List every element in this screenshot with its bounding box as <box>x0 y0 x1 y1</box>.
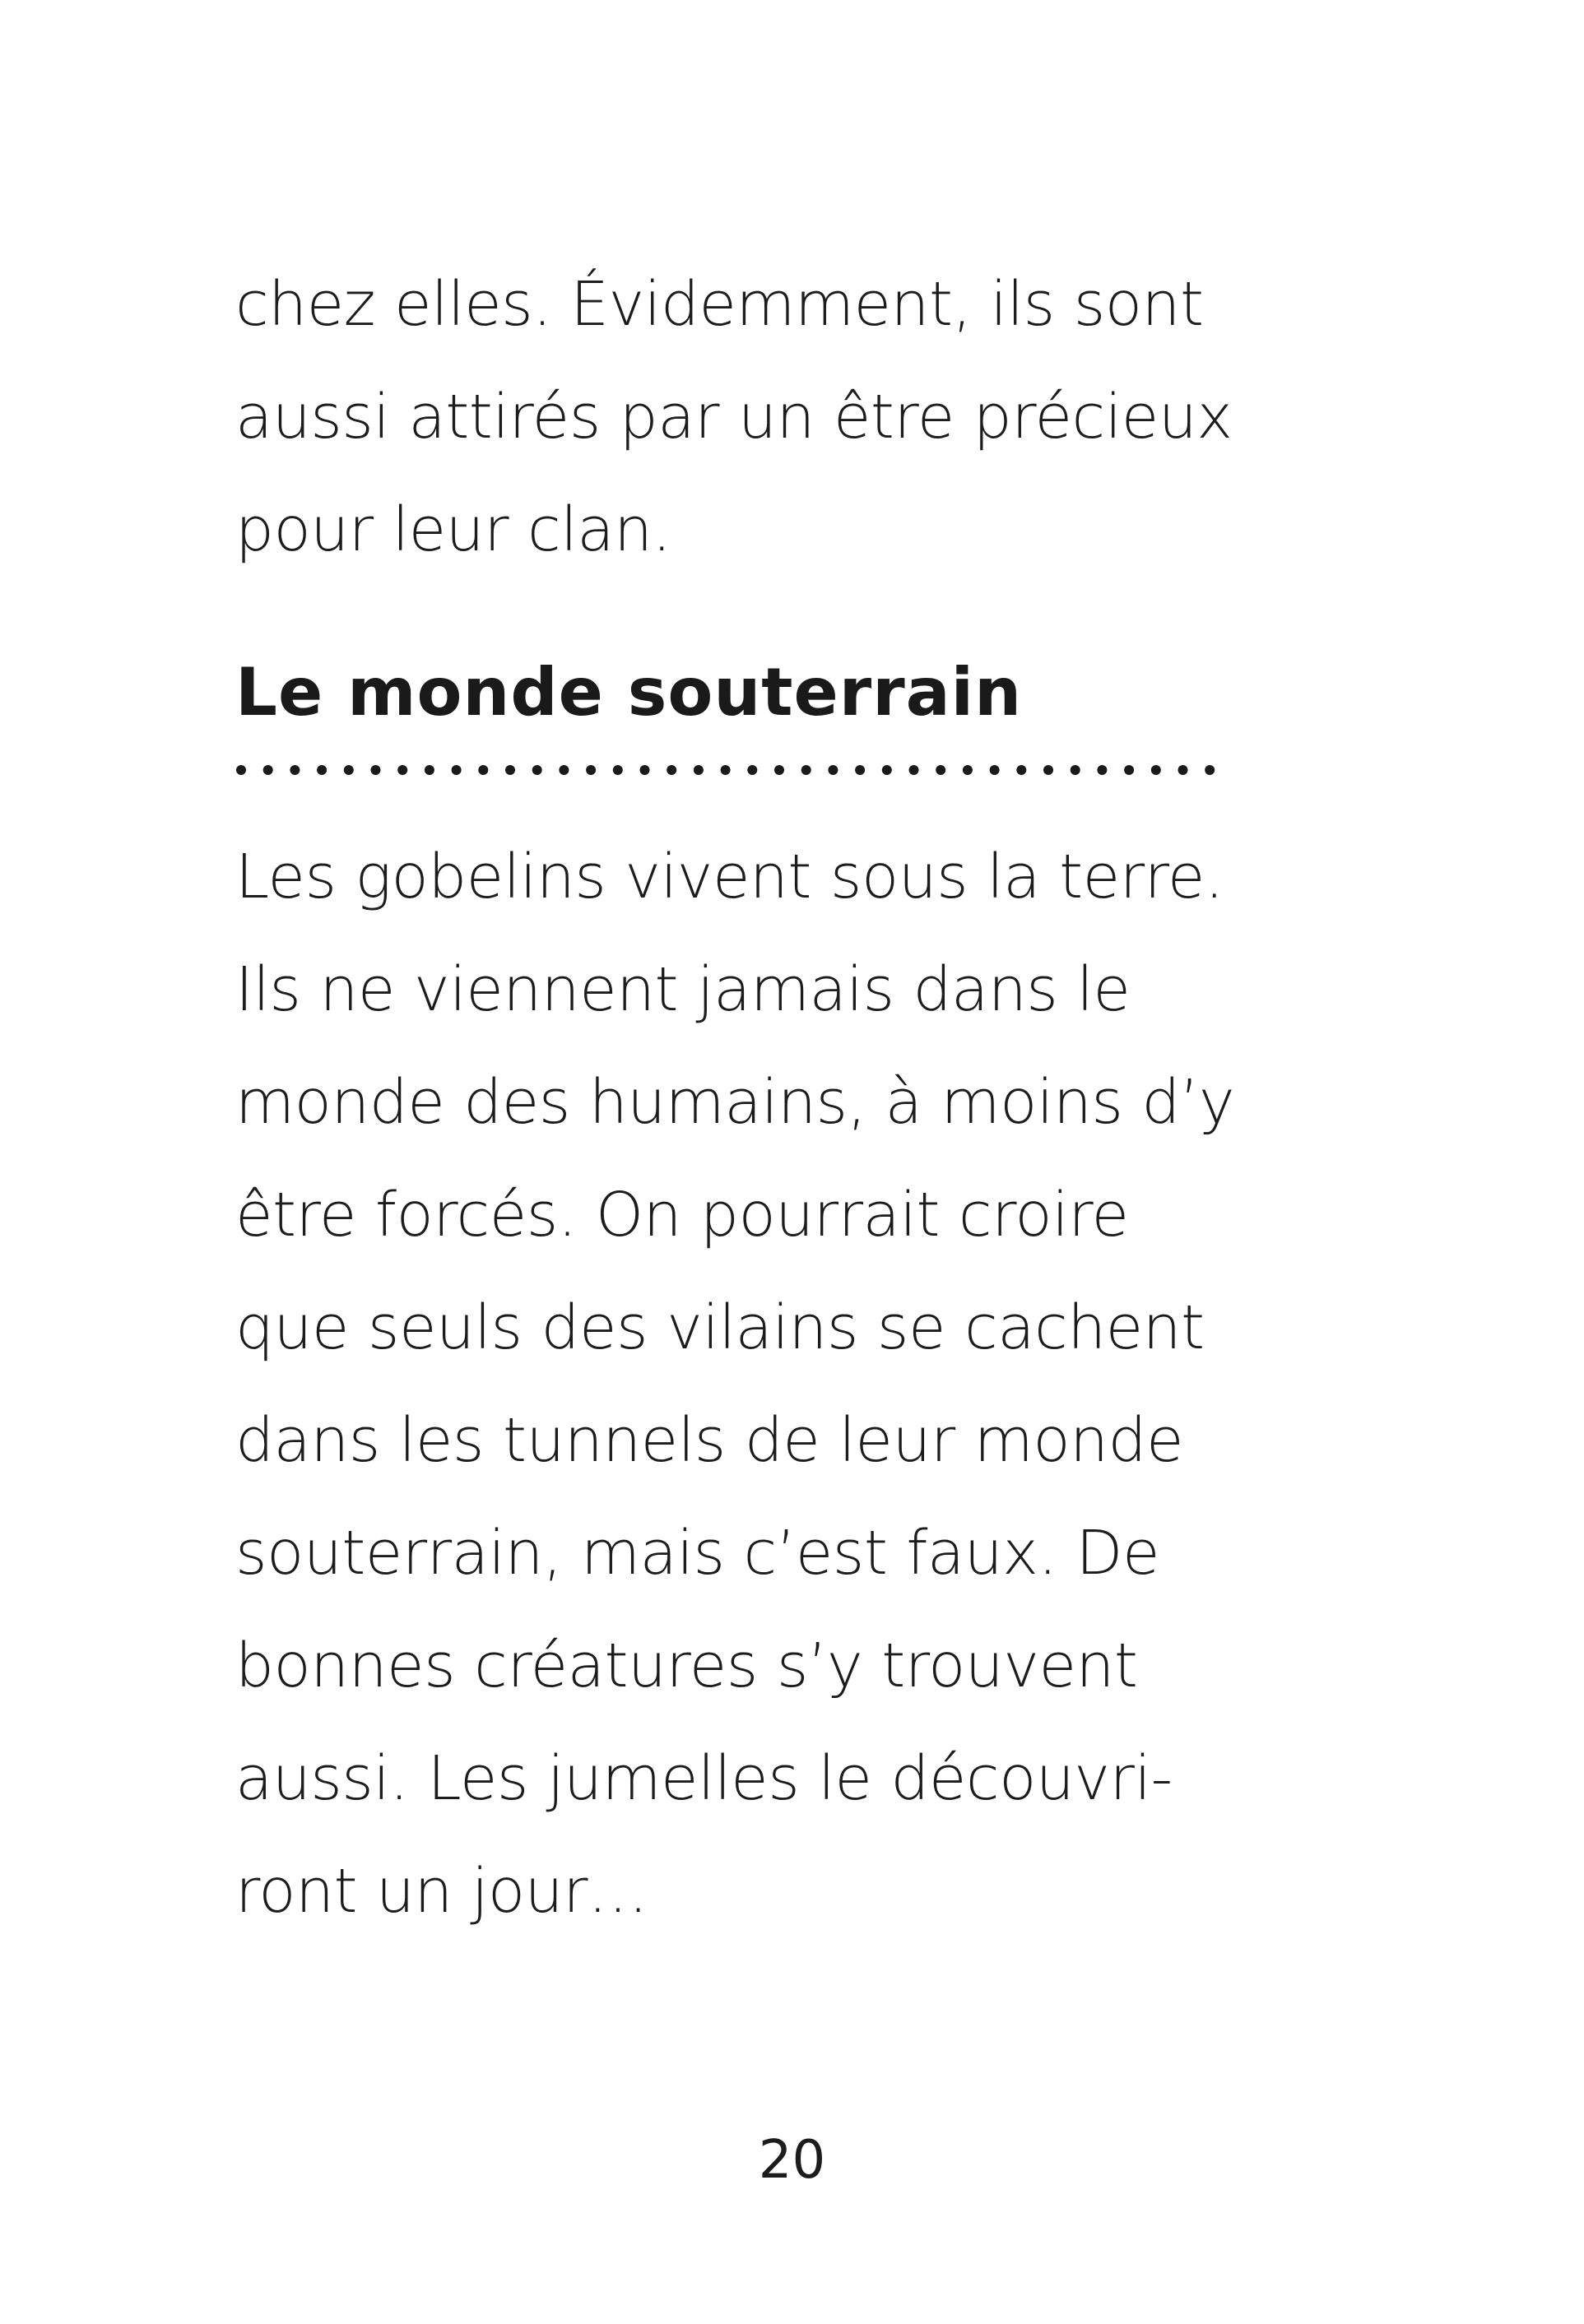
paragraph-line: bonnes créatures s’y trouvent <box>235 1631 1138 1701</box>
paragraph-line: aussi attirés par un être précieux <box>235 382 1233 452</box>
paragraph-line: pour leur clan. <box>235 494 671 565</box>
paragraph-line: dans les tunnels de leur monde <box>235 1405 1184 1476</box>
paragraph-line: Les gobelins vivent sous la terre. <box>235 842 1224 912</box>
paragraph-line: chez elles. Évidemment, ils sont <box>235 269 1204 340</box>
top-paragraph <box>235 248 1387 587</box>
paragraph-line: ront un jour… <box>235 1856 648 1927</box>
paragraph-line: que seuls des vilains se cachent <box>235 1292 1205 1363</box>
paragraph-line: souterrain, mais c’est faux. De <box>235 1518 1160 1589</box>
paragraph-line: être forcés. On pourrait croire <box>235 1180 1129 1250</box>
dotted-divider <box>235 762 1231 778</box>
paragraph-line: Ils ne viennent jamais dans le <box>235 954 1131 1025</box>
section-heading: Le monde souterrain <box>235 654 1023 731</box>
section-paragraph <box>235 821 1387 1948</box>
paragraph-line: aussi. Les jumelles le découvri- <box>235 1743 1173 1814</box>
paragraph-line: monde des humains, à moins d’y <box>235 1067 1235 1138</box>
page-number: 20 <box>758 2130 826 2191</box>
